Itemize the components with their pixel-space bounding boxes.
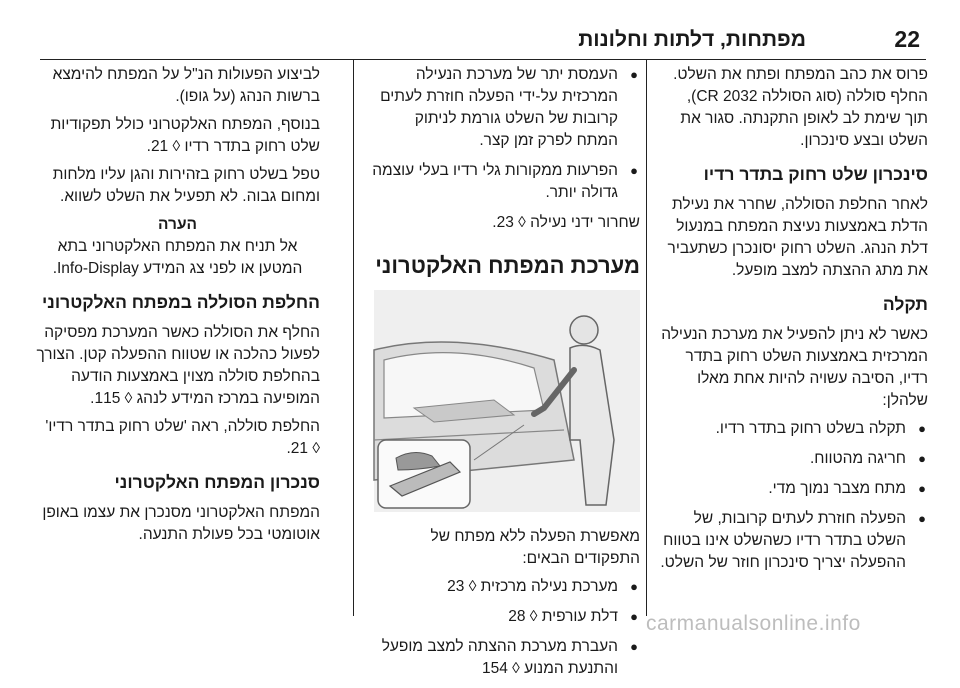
- electronic-key-functions: [370, 576, 640, 680]
- cross-reference: שחרור ידני נעילה ◊ 23.: [492, 214, 640, 231]
- list-item: ● מתח מצבר נמוך מדי.: [660, 478, 928, 500]
- paragraph-fault: כאשר לא ניתן להפעיל את מערכת הנעילה המרכזית באמצעות השלט רחוק בתדר רדיו, הסיבה עשויה להיות אחת מאלו שלהלן:: [661, 326, 928, 409]
- heading-key-battery: החלפת הסוללה במפתח האלקטרוני: [42, 292, 320, 312]
- note-text: אל תניח את המפתח האלקטרוני בתא המטען או לפני צג המידע Info-Display.: [52, 238, 303, 277]
- heading-electronic-key: מערכת המפתח האלקטרוני: [375, 253, 640, 278]
- paragraph-battery-replace: פרוס את כהב המפתח ופתח את השלט. החלף סוללה (סוג הסוללה CR 2032), תוך שימת לב לאופן התקנתה. סגור את השלט ובצע סינכרון.: [673, 66, 928, 149]
- list-item: ● תקלה בשלט רחוק בתדר רדיו.: [660, 418, 928, 440]
- watermark: carmanualsonline.info: [646, 612, 861, 635]
- list-item: ● דלת עורפית ◊ 28: [370, 606, 640, 628]
- page-title: מפתחות, דלתות וחלונות: [578, 28, 806, 51]
- column-divider-left: [353, 60, 354, 616]
- heading-sync-remote: סינכרון שלט רחוק בתדר רדיו: [703, 164, 928, 184]
- list-item: ● העברת מערכת ההצתה למצב מופעל והתנעת המנוע ◊ 154: [370, 636, 640, 680]
- list-item: ● מערכת נעילה מרכזית ◊ 23: [370, 576, 640, 598]
- page-header: [40, 26, 926, 60]
- middle-column: [370, 64, 640, 688]
- paragraph-care: טפל בשלט רחוק בזהירות והגן עליו מלחות ומחום גבוה. לא תפעיל את השלט לשווא.: [52, 166, 320, 205]
- paragraph-remote-function: בנוסף, המפתח האלקטרוני כולל תפקודיות שלט רחוק בתדר רדיו ◊ 21.: [50, 116, 320, 155]
- heading-key-sync: סנכרון המפתח האלקטרוני: [114, 472, 320, 492]
- right-column: [660, 64, 928, 582]
- paragraph-sync-remote: לאחר החלפת הסוללה, שחרר את נעילת הדלת באמצעות נעיצת המפתח במנעול דלת הנהג. השלט רחוק יסונכרן כשתעביר את מתג ההצתה למצב מופעל.: [667, 196, 928, 279]
- list-item: ● העמסת יתר של מערכת הנעילה המרכזית על-ידי הפעלה חוזרת לעתים קרובות של השלט גורמת לניתוק המתח לפרק זמן קצר.: [370, 64, 640, 152]
- list-item: ● הפרעות ממקורות גלי רדיו בעלי עוצמה גדולה יותר.: [370, 160, 640, 204]
- car-key-illustration: [374, 290, 640, 512]
- paragraph-key-battery: החלף את הסוללה כאשר המערכת מפסיקה לפעול כהלכה או שטווח ההפעלה קטן. הצורך בהחלפת סוללה מצוין באמצעות הודעה המופיעה במרכז המידע לנהג ◊ 115.: [36, 324, 320, 407]
- paragraph-key-with-driver: לביצוע הפעולות הנ"ל על המפתח להימצא ברשות הנהג (על גופו).: [52, 66, 320, 105]
- left-column: [35, 64, 320, 552]
- man-at-car-door-icon: [374, 290, 640, 512]
- paragraph-battery-xref: החלפת סוללה, ראה 'שלט רחוק בתדר רדיו' ◊ 21.: [45, 418, 320, 457]
- heading-fault: תקלה: [882, 294, 928, 314]
- paragraph-electronic-key: מאפשרת הפעלה ללא מפתח של התפקודים הבאים:: [430, 528, 640, 567]
- column-divider-right: [646, 60, 647, 616]
- page-number: 22: [894, 26, 920, 52]
- paragraph-key-sync: המפתח האלקטרוני מסנכרן את עצמו באופן אוטומטי בכל פעולת התנעה.: [42, 504, 320, 543]
- list-item: ● הפעלה חוזרת לעתים קרובות, של השלט בתדר רדיו כשהשלט אינו בטווח ההפעלה יצריך סינכרון חוזר של השלט.: [660, 508, 928, 574]
- fault-list: [660, 418, 928, 574]
- list-item: ● חריגה מהטווח.: [660, 448, 928, 470]
- note-title: הערה: [158, 216, 197, 233]
- fault-list-continued: [370, 64, 640, 204]
